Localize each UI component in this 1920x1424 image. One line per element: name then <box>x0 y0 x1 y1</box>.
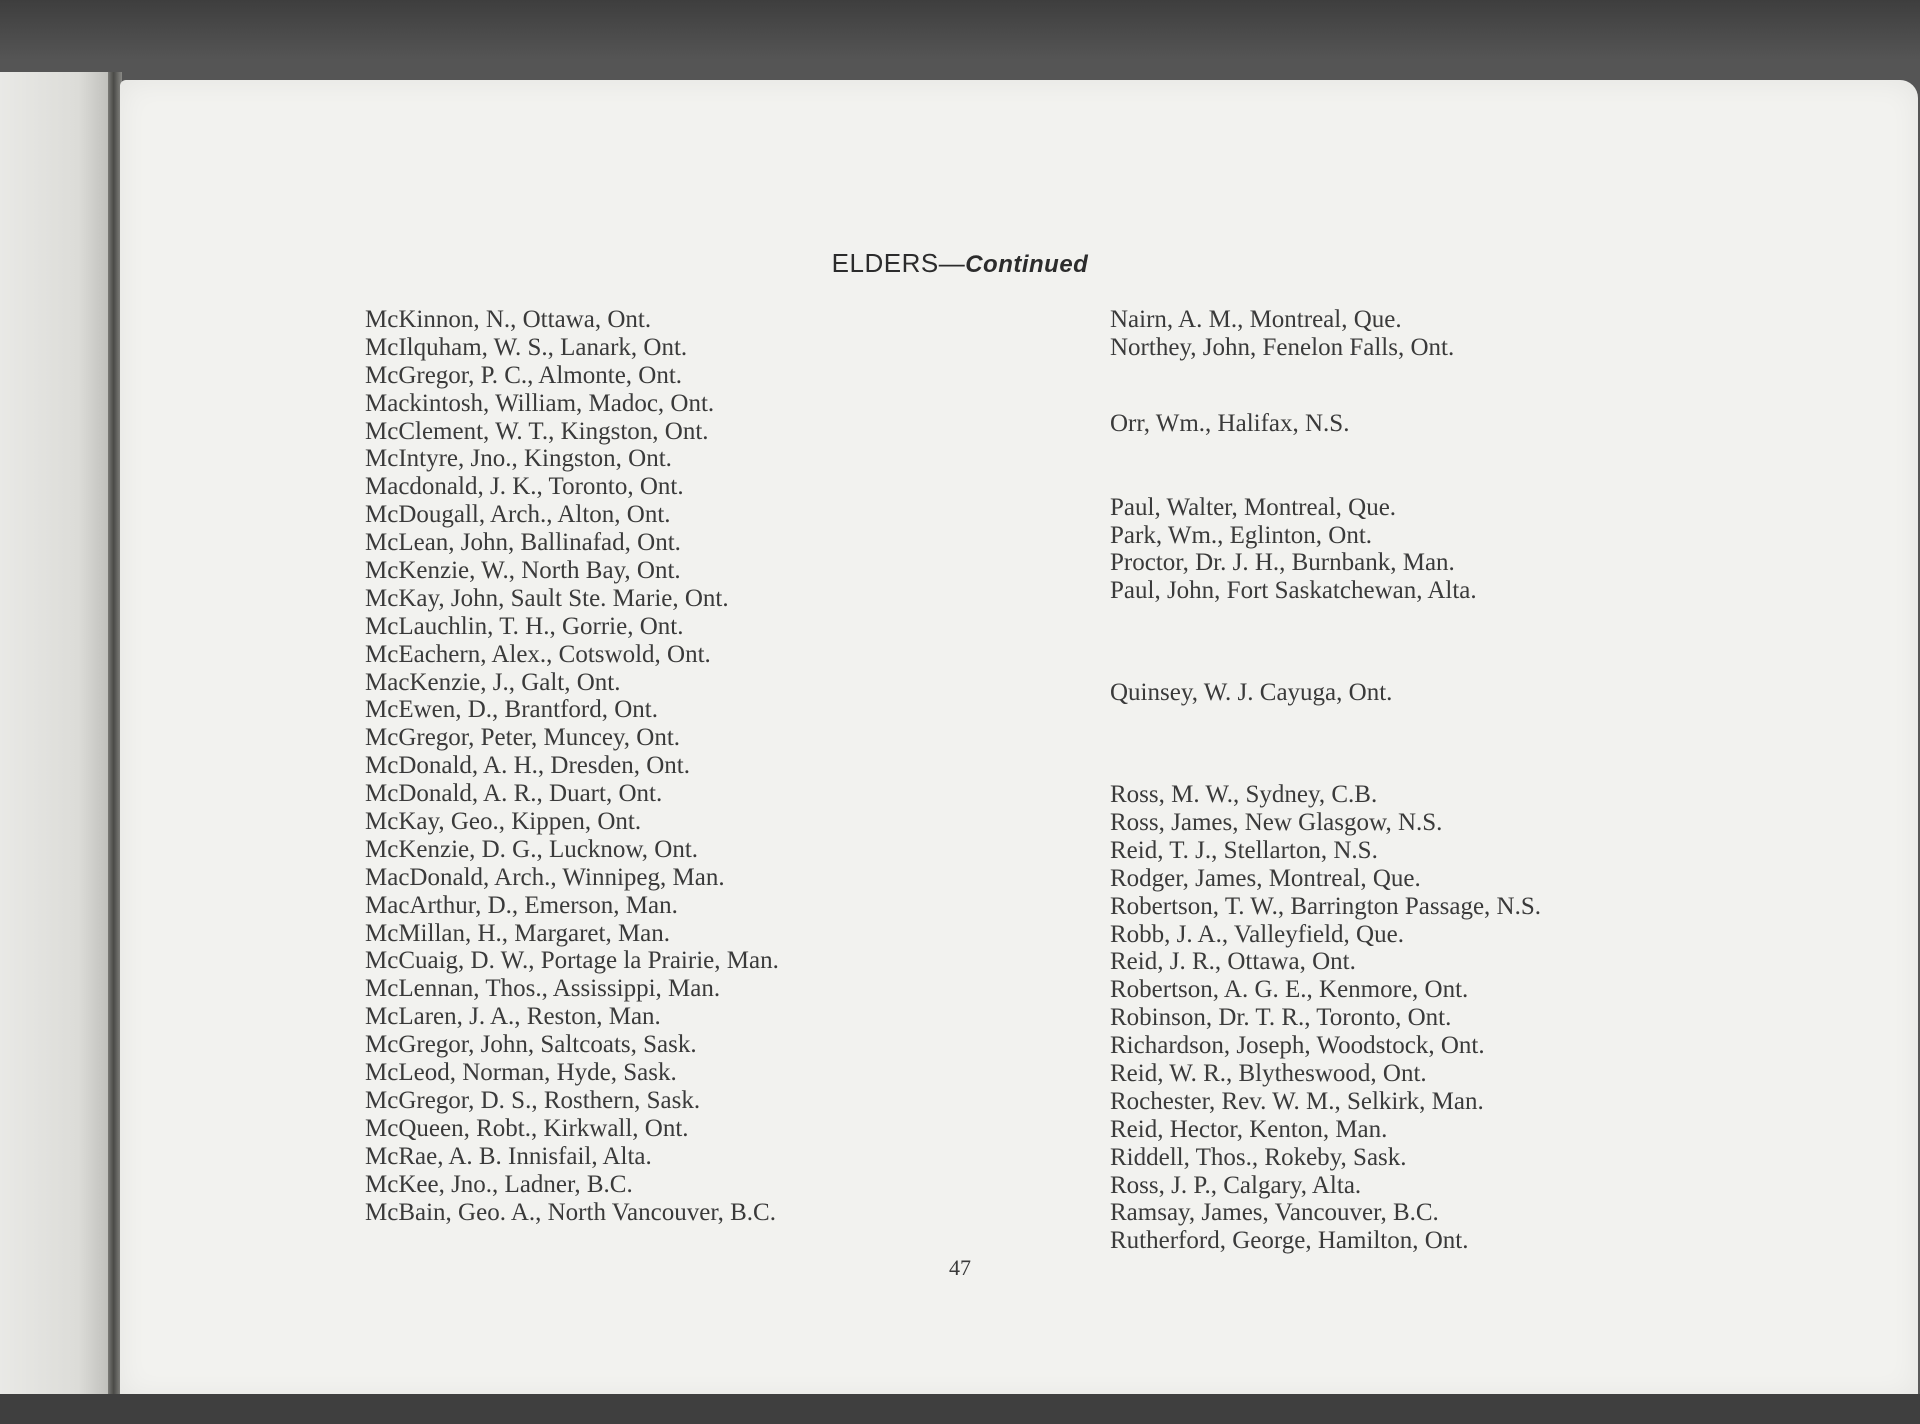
group-spacer <box>1110 707 1541 781</box>
list-item: Orr, Wm., Halifax, N.S. <box>1110 409 1350 437</box>
list-item: Ross, J. P., Calgary, Alta. <box>1110 1171 1362 1199</box>
list-item: McBain, Geo. A., North Vancouver, B.C. <box>365 1198 776 1226</box>
group-q <box>1110 679 1541 707</box>
list-item: McCuaig, D. W., Portage la Prairie, Man. <box>365 947 779 975</box>
list-item: MacArthur, D., Emerson, Man. <box>365 891 678 919</box>
list-item: McRae, A. B. Innisfail, Alta. <box>365 1142 652 1170</box>
group-n <box>1110 306 1541 362</box>
page-heading <box>0 248 1920 279</box>
group-spacer <box>1110 438 1541 494</box>
list-item: Paul, John, Fort Saskatchewan, Alta. <box>1110 577 1477 605</box>
list-item: McDonald, A. R., Duart, Ont. <box>365 780 663 808</box>
left-column-list <box>365 306 779 1226</box>
list-item: Robb, J. A., Valleyfield, Que. <box>1110 920 1404 948</box>
group-o <box>1110 410 1541 438</box>
list-item: Robertson, T. W., Barrington Passage, N.S. <box>1110 892 1542 920</box>
list-item: Rochester, Rev. W. M., Selkirk, Man. <box>1110 1087 1484 1115</box>
list-item: McLeod, Norman, Hyde, Sask. <box>365 1059 677 1087</box>
list-item: Northey, John, Fenelon Falls, Ont. <box>1110 333 1455 361</box>
list-item: McKay, John, Sault Ste. Marie, Ont. <box>365 584 729 612</box>
list-item: MacDonald, Arch., Winnipeg, Man. <box>365 863 725 891</box>
list-item: Reid, J. R., Ottawa, Ont. <box>1110 948 1356 976</box>
list-item: Reid, Hector, Kenton, Man. <box>1110 1115 1388 1143</box>
list-item: Paul, Walter, Montreal, Que. <box>1110 493 1397 521</box>
scanner-bed-bottom <box>0 1394 1920 1424</box>
heading-title: ELDERS— <box>831 248 966 278</box>
list-item: McEwen, D., Brantford, Ont. <box>365 696 658 724</box>
list-item: MacKenzie, J., Galt, Ont. <box>365 668 621 696</box>
list-item: McKenzie, D. G., Lucknow, Ont. <box>365 835 699 863</box>
list-item: McKinnon, N., Ottawa, Ont. <box>365 306 652 333</box>
list-item: McMillan, H., Margaret, Man. <box>365 919 671 947</box>
group-p <box>1110 494 1541 606</box>
page-number: 47 <box>949 1255 971 1280</box>
list-item: Robertson, A. G. E., Kenmore, Ont. <box>1110 976 1469 1004</box>
list-item: McDougall, Arch., Alton, Ont. <box>365 501 671 529</box>
list-item: McKee, Jno., Ladner, B.C. <box>365 1170 633 1198</box>
list-item: Ross, James, New Glasgow, N.S. <box>1110 809 1443 837</box>
list-item: Robinson, Dr. T. R., Toronto, Ont. <box>1110 1004 1452 1032</box>
list-item: Proctor, Dr. J. H., Burnbank, Man. <box>1110 549 1455 577</box>
list-item: Rutherford, George, Hamilton, Ont. <box>1110 1227 1469 1255</box>
list-item: Riddell, Thos., Rokeby, Sask. <box>1110 1143 1407 1171</box>
list-item: Nairn, A. M., Montreal, Que. <box>1110 306 1402 333</box>
list-item: McQueen, Robt., Kirkwall, Ont. <box>365 1114 689 1142</box>
list-item: Ramsay, James, Vancouver, B.C. <box>1110 1199 1439 1227</box>
list-item: Macdonald, J. K., Toronto, Ont. <box>365 473 684 501</box>
list-item: McDonald, A. H., Dresden, Ont. <box>365 752 690 780</box>
list-item: Quinsey, W. J. Cayuga, Ont. <box>1110 679 1393 707</box>
list-item: McKenzie, W., North Bay, Ont. <box>365 557 681 585</box>
list-item: McGregor, P. C., Almonte, Ont. <box>365 361 683 389</box>
group-r <box>1110 781 1541 1255</box>
list-item: Reid, W. R., Blytheswood, Ont. <box>1110 1060 1427 1088</box>
list-item: McLaren, J. A., Reston, Man. <box>365 1003 661 1031</box>
list-item: McGregor, D. S., Rosthern, Sask. <box>365 1086 701 1114</box>
list-item: Rodger, James, Montreal, Que. <box>1110 864 1421 892</box>
list-item: Mackintosh, William, Madoc, Ont. <box>365 389 715 417</box>
list-item: Ross, M. W., Sydney, C.B. <box>1110 781 1378 809</box>
list-item: McEachern, Alex., Cotswold, Ont. <box>365 640 711 668</box>
list-item: Richardson, Joseph, Woodstock, Ont. <box>1110 1032 1485 1060</box>
list-item: McGregor, John, Saltcoats, Sask. <box>365 1031 697 1059</box>
list-item: McLauchlin, T. H., Gorrie, Ont. <box>365 612 684 640</box>
group-spacer <box>1110 362 1541 410</box>
list-item: McIlquham, W. S., Lanark, Ont. <box>365 333 688 361</box>
list-item: Park, Wm., Eglinton, Ont. <box>1110 521 1373 549</box>
list-item: McKay, Geo., Kippen, Ont. <box>365 808 642 836</box>
list-item: McGregor, Peter, Muncey, Ont. <box>365 724 681 752</box>
list-item: McClement, W. T., Kingston, Ont. <box>365 417 709 445</box>
list-item: McLennan, Thos., Assissippi, Man. <box>365 975 721 1003</box>
group-spacer <box>1110 605 1541 679</box>
list-item: Reid, T. J., Stellarton, N.S. <box>1110 836 1378 864</box>
list-item: McIntyre, Jno., Kingston, Ont. <box>365 445 672 473</box>
heading-continued: Continued <box>965 251 1089 278</box>
right-column-list <box>1110 306 1541 1255</box>
list-item: McLean, John, Ballinafad, Ont. <box>365 529 681 557</box>
